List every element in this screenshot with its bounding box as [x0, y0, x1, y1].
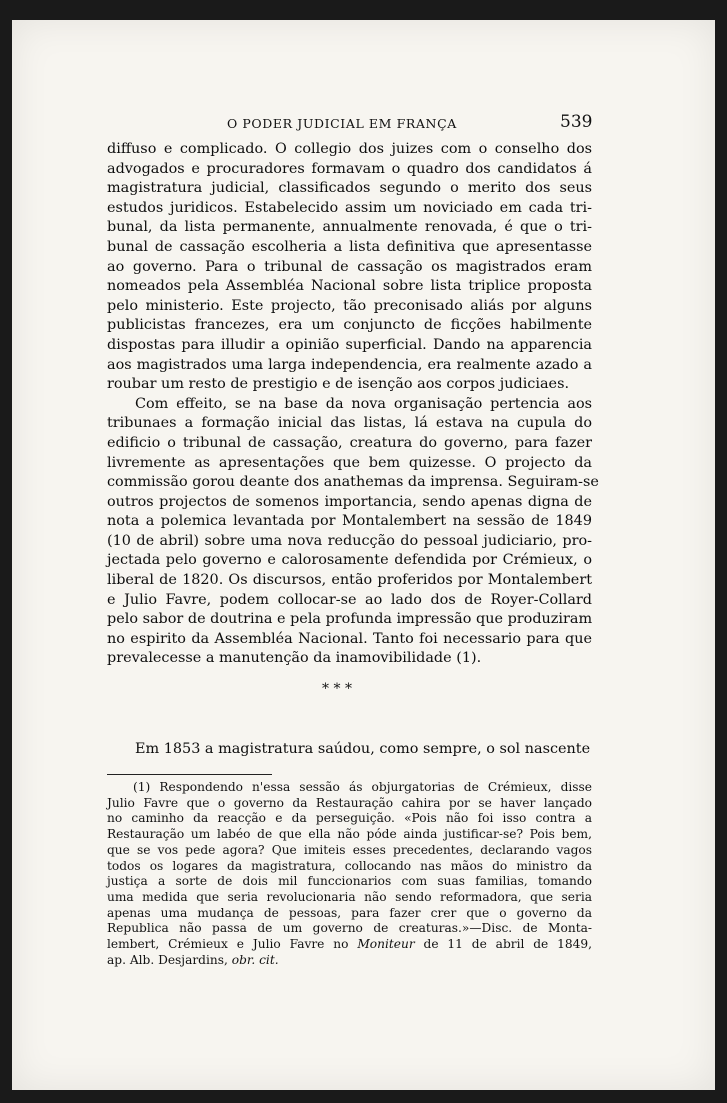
- text-line: e Julio Favre, podem collocar-se ao lado dos de Royer-Collard: [107, 591, 592, 608]
- text-line: estudos juridicos. Estabelecido assim um noviciado em cada tri-: [107, 199, 592, 216]
- text-line: pelo sabor de doutrina e pela profunda impressão que produziram: [107, 611, 593, 628]
- text-line: commissão gorou deante dos anathemas da imprensa. Seguiram-se: [107, 474, 599, 491]
- text-line: magistratura judicial, classificados segundo o merito dos seus: [107, 180, 592, 197]
- text-line: tribunaes a formação inicial das listas, lá estava na cupula do: [107, 415, 592, 432]
- text-line: aos magistrados uma larga independencia, era realmente azado a: [107, 356, 592, 373]
- footnote-line: [107, 953, 592, 969]
- text-line: liberal de 1820. Os discursos, então proferidos por Montalembert: [107, 572, 592, 589]
- footnote-line: justiça a sorte de dois mil funccionarios com suas familias, tomando: [107, 874, 592, 889]
- text-line: no espirito da Assembléa Nacional. Tanto foi necessario para que: [107, 630, 592, 647]
- text-line: ao governo. Para o tribunal de cassação os magistrados eram: [107, 258, 592, 275]
- text-line: roubar um resto de prestigio e de isenção aos corpos judiciaes.: [107, 376, 570, 393]
- footnote-text: de 11 de abril de 1849,: [414, 937, 593, 952]
- footnote-line: Julio Favre que o governo da Restauração cahira por se haver lançado: [107, 795, 592, 810]
- footnote-line: [107, 937, 592, 953]
- section-asterism: * * *: [322, 681, 352, 697]
- text-line: Com effeito, se na base da nova organisação pertencia aos: [135, 395, 592, 412]
- next-paragraph: Em 1853 a magistratura saúdou, como sempre, o sol nascente: [135, 741, 591, 757]
- text-line: jectada pelo governo e calorosamente defendida por Crémieux, o: [107, 552, 592, 569]
- footnote-line: apenas uma mudança de pessoas, para fazer crer que o governo da: [107, 905, 592, 920]
- footnote-line: no caminho da reacção e da perseguição. «Pois não foi isso contra a: [107, 811, 592, 826]
- footnote-line: (1) Respondendo n'essa sessão ás objurgatorias de Crémieux, disse: [133, 780, 592, 794]
- text-line: pelo ministerio. Este projecto, tão preconisado aliás por alguns: [107, 297, 592, 314]
- footnote-rule: [107, 774, 272, 775]
- text-line: bunal de cassação escolheria a lista definitiva que apresentasse: [107, 238, 592, 255]
- text-line: nota a polemica levantada por Montalembert na sessão de 1849: [107, 513, 592, 530]
- text-line: prevalecesse a manutenção da inamovibilidade (1).: [107, 650, 482, 667]
- footnote-line: Restauração um labéo de que ella não póde ainda justificar-se? Pois bem,: [107, 827, 592, 842]
- body-text: [107, 140, 599, 669]
- text-line: edificio o tribunal de cassação, creatura do governo, para fazer: [107, 434, 592, 451]
- text-line: diffuso e complicado. O collegio dos juizes com o conselho dos: [107, 141, 592, 157]
- text-line: dispostas para illudir a opinião superficial. Dando na apparencia: [107, 336, 592, 353]
- page-header: [12, 112, 715, 136]
- footnote-line: Republica não passa de um governo de creaturas.»—Disc. de Monta-: [107, 921, 592, 936]
- footnote-text: lembert, Crémieux e Julio Favre no: [107, 937, 349, 952]
- text-line: outros projectos de somenos importancia, sendo apenas digna de: [107, 493, 592, 510]
- obr-cit: obr. cit.: [231, 952, 279, 967]
- text-line: livremente as apresentações que bem quizesse. O projecto da: [107, 454, 592, 471]
- footnote-line: uma medida que seria revolucionaria não sendo reformadora, que seria: [107, 889, 592, 904]
- footnote-text: ap. Alb. Desjardins,: [107, 952, 232, 967]
- text-line: publicistas francezes, era um conjuncto de ficções habilmente: [107, 317, 592, 334]
- text-line: advogados e procuradores formavam o quadro dos candidatos á: [107, 160, 592, 177]
- footnote: [107, 780, 592, 968]
- text-line: (10 de abril) sobre uma nova reducção do pessoal judiciario, pro-: [107, 532, 592, 549]
- moniteur-title: Moniteur: [357, 937, 415, 952]
- text-line: nomeados pela Assembléa Nacional sobre lista triplice proposta: [107, 278, 592, 295]
- page-number: 539: [560, 112, 593, 132]
- footnote-line: todos os logares da magistratura, collocando nas mãos do ministro da: [107, 858, 592, 873]
- running-head: O PODER JUDICIAL EM FRANÇA: [227, 116, 457, 131]
- text-line: bunal, da lista permanente, annualmente renovada, é que o tri-: [107, 219, 592, 236]
- book-page: [12, 20, 715, 1090]
- footnote-line: que se vos pede agora? Que imiteis esses precedentes, declarando vagos: [107, 842, 592, 857]
